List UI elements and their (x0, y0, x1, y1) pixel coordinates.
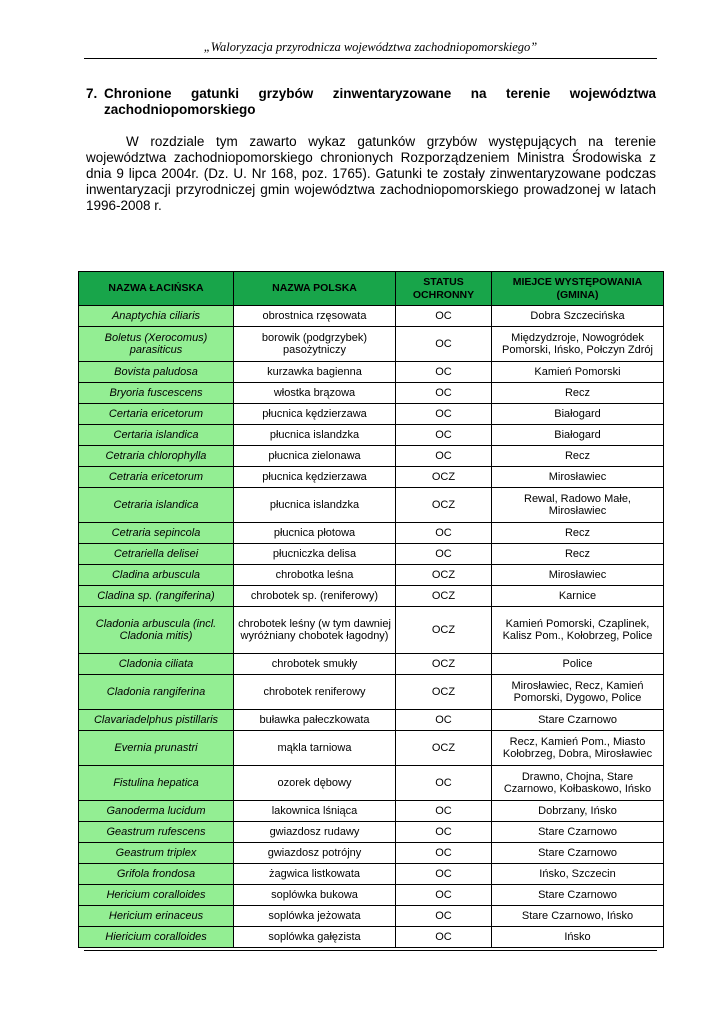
table-row (79, 607, 664, 654)
polish-name-cell: soplówka jeżowata (234, 906, 396, 927)
location-cell: Recz (492, 544, 664, 565)
status-cell: OCZ (396, 607, 492, 654)
polish-name-cell: płucnica kędzierzawa (234, 404, 396, 425)
location-cell: Stare Czarnowo (492, 710, 664, 731)
polish-name-cell: chrobotka leśna (234, 565, 396, 586)
intro-paragraph: W rozdziale tym zawarto wykaz gatunków grzybów występujących na terenie województwa zachodniopomorskiego chronionych Rozporządzeniem Ministra Środowiska z dnia 9 lipca 2004r. (Dz. U. Nr 168, poz. 1765). Gatunki te zostały zinwentaryzowane podczas inwentaryzacji przyrodniczej gmin województwa zachodniopomorskiego prowadzonej w latach 1996-2008 r. (86, 134, 656, 213)
polish-name-cell: ozorek dębowy (234, 766, 396, 801)
latin-name-cell: Grifola frondosa (79, 864, 234, 885)
table-row (79, 404, 664, 425)
table-row (79, 327, 664, 362)
latin-name-cell: Anaptychia ciliaris (79, 306, 234, 327)
table-row (79, 864, 664, 885)
status-cell: OC (396, 362, 492, 383)
location-cell: Police (492, 654, 664, 675)
section-heading (86, 86, 656, 118)
status-cell: OC (396, 864, 492, 885)
polish-name-cell: płucnica islandzka (234, 425, 396, 446)
col-header-polish-name: NAZWA POLSKA (234, 272, 396, 306)
status-cell: OCZ (396, 586, 492, 607)
location-cell: Kamień Pomorski (492, 362, 664, 383)
table-row (79, 801, 664, 822)
polish-name-cell: kurzawka bagienna (234, 362, 396, 383)
table-row (79, 731, 664, 766)
location-cell: Recz (492, 523, 664, 544)
table-row (79, 467, 664, 488)
latin-name-cell: Cladonia arbuscula (incl. Cladonia mitis) (79, 607, 234, 654)
status-cell: OC (396, 766, 492, 801)
status-cell: OC (396, 425, 492, 446)
table-row (79, 766, 664, 801)
status-cell: OC (396, 927, 492, 948)
location-cell: Drawno, Chojna, Stare Czarnowo, Kołbaskowo, Ińsko (492, 766, 664, 801)
status-cell: OCZ (396, 488, 492, 523)
latin-name-cell: Bryoria fuscescens (79, 383, 234, 404)
polish-name-cell: borowik (podgrzybek) pasożytniczy (234, 327, 396, 362)
polish-name-cell: płucnica zielonawa (234, 446, 396, 467)
latin-name-cell: Clavariadelphus pistillaris (79, 710, 234, 731)
latin-name-cell: Fistulina hepatica (79, 766, 234, 801)
location-cell: Międzydzroje, Nowogródek Pomorski, Ińsko, Połczyn Zdrój (492, 327, 664, 362)
location-cell: Recz, Kamień Pom., Miasto Kołobrzeg, Dobra, Mirosławiec (492, 731, 664, 766)
polish-name-cell: płucnica płotowa (234, 523, 396, 544)
polish-name-cell: płucnica islandzka (234, 488, 396, 523)
table-row (79, 586, 664, 607)
table-row (79, 425, 664, 446)
table-row (79, 906, 664, 927)
status-cell: OC (396, 885, 492, 906)
polish-name-cell: płucniczka delisa (234, 544, 396, 565)
running-header: „Waloryzacja przyrodnicza województwa zachodniopomorskiego” (203, 40, 538, 54)
status-cell: OC (396, 801, 492, 822)
polish-name-cell: gwiazdosz rudawy (234, 822, 396, 843)
latin-name-cell: Boletus (Xerocomus) parasiticus (79, 327, 234, 362)
table-row (79, 843, 664, 864)
status-cell: OCZ (396, 731, 492, 766)
status-cell: OC (396, 327, 492, 362)
latin-name-cell: Bovista paludosa (79, 362, 234, 383)
polish-name-cell: płucnica kędzierzawa (234, 467, 396, 488)
location-cell: Stare Czarnowo (492, 843, 664, 864)
status-cell: OCZ (396, 467, 492, 488)
location-cell: Dobrzany, Ińsko (492, 801, 664, 822)
table-row (79, 383, 664, 404)
table-row (79, 446, 664, 467)
location-cell: Stare Czarnowo (492, 885, 664, 906)
status-cell: OCZ (396, 654, 492, 675)
location-cell: Białogard (492, 425, 664, 446)
location-cell: Ińsko, Szczecin (492, 864, 664, 885)
table-row (79, 654, 664, 675)
location-cell: Mirosławiec, Recz, Kamień Pomorski, Dygowo, Police (492, 675, 664, 710)
col-header-latin-name: NAZWA ŁACIŃSKA (79, 272, 234, 306)
table-row (79, 306, 664, 327)
location-cell: Stare Czarnowo, Ińsko (492, 906, 664, 927)
col-header-protection-status: STATUS OCHRONNY (396, 272, 492, 306)
table-row (79, 927, 664, 948)
status-cell: OC (396, 383, 492, 404)
col-header-occurrence-location: MIEJCE WYSTĘPOWANIA (GMINA) (492, 272, 664, 306)
polish-name-cell: buławka pałeczkowata (234, 710, 396, 731)
polish-name-cell: żagwica listkowata (234, 864, 396, 885)
table-header-row (79, 272, 664, 306)
latin-name-cell: Cetraria ericetorum (79, 467, 234, 488)
polish-name-cell: włostka brązowa (234, 383, 396, 404)
table-row (79, 523, 664, 544)
table-row (79, 822, 664, 843)
status-cell: OCZ (396, 565, 492, 586)
status-cell: OCZ (396, 675, 492, 710)
polish-name-cell: chrobotek sp. (reniferowy) (234, 586, 396, 607)
latin-name-cell: Ganoderma lucidum (79, 801, 234, 822)
species-table (78, 271, 664, 948)
location-cell: Kamień Pomorski, Czaplinek, Kalisz Pom., Kołobrzeg, Police (492, 607, 664, 654)
latin-name-cell: Cetraria sepincola (79, 523, 234, 544)
latin-name-cell: Evernia prunastri (79, 731, 234, 766)
header-rule (84, 58, 657, 59)
latin-name-cell: Certaria islandica (79, 425, 234, 446)
polish-name-cell: gwiazdosz potrójny (234, 843, 396, 864)
location-cell: Recz (492, 383, 664, 404)
table-row (79, 885, 664, 906)
latin-name-cell: Hericium erinaceus (79, 906, 234, 927)
status-cell: OC (396, 843, 492, 864)
location-cell: Mirosławiec (492, 467, 664, 488)
polish-name-cell: chrobotek leśny (w tym dawniej wyróżniany chobotek łagodny) (234, 607, 396, 654)
latin-name-cell: Cladonia rangiferina (79, 675, 234, 710)
latin-name-cell: Cetraria chlorophylla (79, 446, 234, 467)
section-title: Chronione gatunki grzybów zinwentaryzowane na terenie województwa zachodniopomorskiego (104, 86, 656, 117)
location-cell: Ińsko (492, 927, 664, 948)
latin-name-cell: Cladina sp. (rangiferina) (79, 586, 234, 607)
table-row (79, 488, 664, 523)
location-cell: Białogard (492, 404, 664, 425)
status-cell: OC (396, 306, 492, 327)
polish-name-cell: chrobotek reniferowy (234, 675, 396, 710)
polish-name-cell: chrobotek smukły (234, 654, 396, 675)
location-cell: Mirosławiec (492, 565, 664, 586)
status-cell: OC (396, 404, 492, 425)
location-cell: Stare Czarnowo (492, 822, 664, 843)
status-cell: OC (396, 523, 492, 544)
polish-name-cell: lakownica lśniąca (234, 801, 396, 822)
section-number: 7. (86, 86, 98, 101)
table-row (79, 544, 664, 565)
footer-rule (84, 950, 657, 951)
polish-name-cell: soplówka gałęzista (234, 927, 396, 948)
status-cell: OC (396, 906, 492, 927)
polish-name-cell: mąkla tarniowa (234, 731, 396, 766)
latin-name-cell: Cetrariella delisei (79, 544, 234, 565)
location-cell: Karnice (492, 586, 664, 607)
latin-name-cell: Hiericium coralloides (79, 927, 234, 948)
table-body (79, 306, 664, 948)
latin-name-cell: Geastrum triplex (79, 843, 234, 864)
location-cell: Dobra Szczecińska (492, 306, 664, 327)
status-cell: OC (396, 446, 492, 467)
table-row (79, 565, 664, 586)
table-row (79, 710, 664, 731)
table-row (79, 362, 664, 383)
status-cell: OC (396, 822, 492, 843)
location-cell: Rewal, Radowo Małe, Mirosławiec (492, 488, 664, 523)
status-cell: OC (396, 544, 492, 565)
status-cell: OC (396, 710, 492, 731)
latin-name-cell: Hericium coralloides (79, 885, 234, 906)
table-row (79, 675, 664, 710)
latin-name-cell: Geastrum rufescens (79, 822, 234, 843)
polish-name-cell: soplówka bukowa (234, 885, 396, 906)
polish-name-cell: obrostnica rzęsowata (234, 306, 396, 327)
latin-name-cell: Certaria ericetorum (79, 404, 234, 425)
location-cell: Recz (492, 446, 664, 467)
latin-name-cell: Cetraria islandica (79, 488, 234, 523)
latin-name-cell: Cladonia ciliata (79, 654, 234, 675)
latin-name-cell: Cladina arbuscula (79, 565, 234, 586)
